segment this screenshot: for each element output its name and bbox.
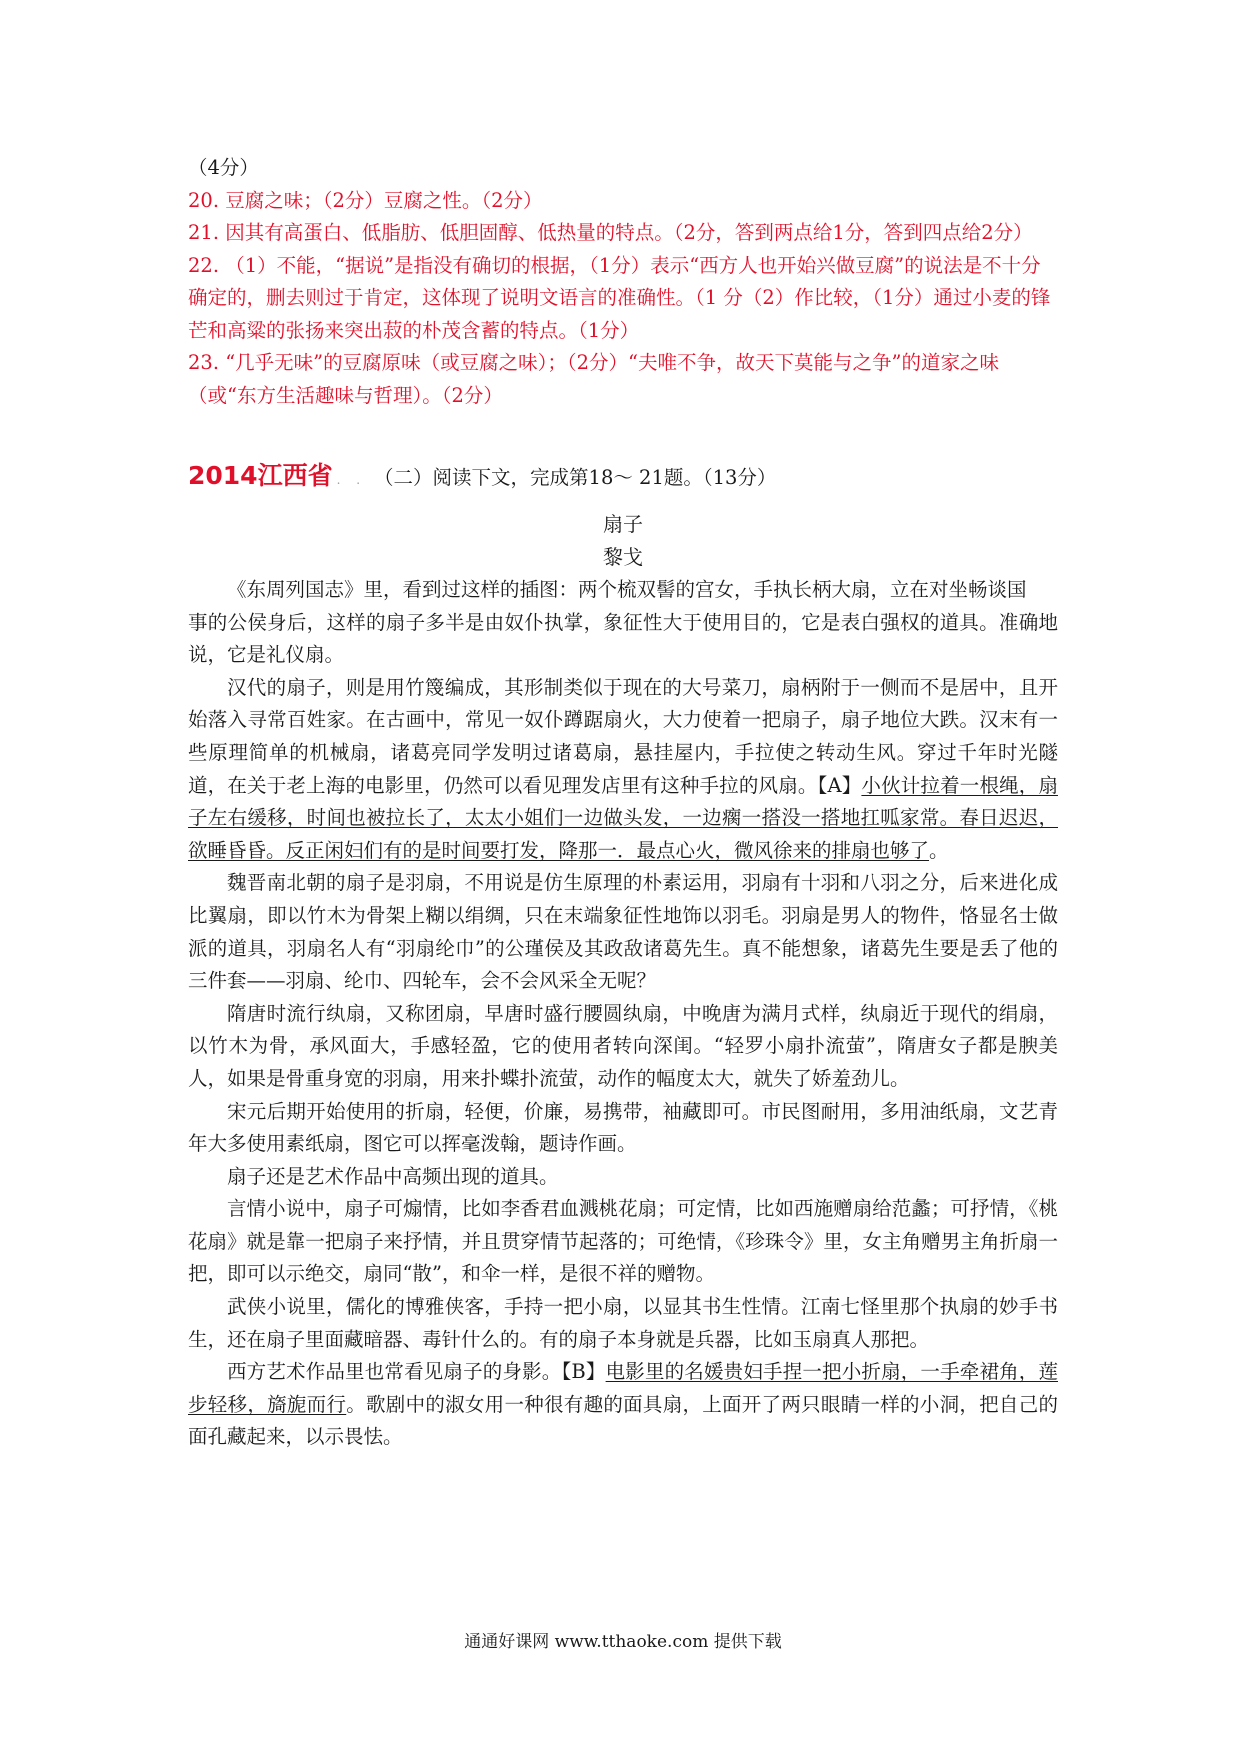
paragraph-3: 魏晋南北朝的扇子是羽扇，不用说是仿生原理的朴素运用，羽扇有十羽和八羽之分，后来进化成比翼扇，即以竹木为骨架上糊以绢绸，只在末端象征性地饰以羽毛。羽扇是男人的物件，恪显名士做派的道具，羽扇名人有“羽扇纶巾”的公瑾侯及其政敌诸葛先生。真不能想象，诸葛先生要是丢了他的三件套——羽扇、纶巾、四轮车，会不会风采全无呢？ [188,871,1058,993]
answer-22: 22. （1）不能，“据说”是指没有确切的根据，（1分）表示“西方人也开始兴做豆腐”的说法是不十分确定的，删去则过于肯定，这体现了说明文语言的准确性。（1 分（2）作比较，（1分）通过小麦的锋芒和高粱的张扬来突出菽的朴茂含蓄的特点。（1分） [188,253,1051,342]
reading-instruction: （二）阅读下文，完成第18～ 21题。（13分） [374,466,777,489]
score-note: （4分） [188,156,259,179]
paragraph-9-text: 西方艺术作品里也常看见扇子的身影。 [227,1360,562,1384]
section-heading [188,458,1058,498]
paragraph-2 [188,672,1058,868]
paragraph-5: 宋元后期开始使用的折扇，轻便，价廉，易携带，袖藏即可。市民图耐用，多用油纸扇，文艺青年大多使用素纸扇，图它可以挥毫泼翰，题诗作画。 [188,1099,1058,1156]
underlined-sentence-a: 小伙计拉着一根绳，扇子左右缓移，时间也被拉长了，太太小姐们一边做头发，一边瘸一搭没一搭地扛呱家常。春日迟迟，欲睡昏昏。反正闲妇们有的是时间要打发，降那一．最点心火，微风徐来的排扇也够了 [188,773,1058,862]
paragraph-2-end: 。 [929,838,949,862]
underlined-sentence-b: 电影里的名媛贵妇手捏一把小折扇，一手牵裙角，莲步轻移，旖旎而行 [188,1360,1058,1416]
paragraph-7: 言情小说中，扇子可煽情，比如李香君血溅桃花扇；可定情，比如西施赠扇给范蠡；可抒情，《桃花扇》就是靠一把扇子来抒情，并且贯穿情节起落的；可绝情，《珍珠令》里，女主角赠男主角折扇一把，即可以示绝交，扇同“散”，和伞一样，是很不祥的赠物。 [188,1197,1058,1286]
answer-23: 23. “几乎无味”的豆腐原味（或豆腐之味）；（2分）“夫唯不争，故天下莫能与之争”的道家之味（或“东方生活趣味与哲理）。（2分） [188,351,999,407]
paragraph-4: 隋唐时流行纨扇，又称团扇，早唐时盛行腰圆纨扇，中晚唐为满月式样，纨扇近于现代的绢扇，以竹木为骨，承风面大，手感轻盈，它的使用者转向深闺。“轻罗小扇扑流萤”，隋唐女子都是腴美人，如果是骨重身宽的羽扇，用来扑蝶扑流萤，动作的幅度太大，就失了娇羞劲儿。 [188,1001,1058,1090]
article-author: 黎戈 [603,545,643,569]
article-title: 扇子 [603,512,643,536]
paragraph-6: 扇子还是艺术作品中高频出现的道具。 [227,1164,559,1188]
paragraph-2-text: 汉代的扇子，则是用竹篾编成，其形制类似于现在的大号菜刀，扇柄附于一侧而不是居中，且开始落入寻常百姓家。在古画中，常见一奴仆蹲踞扇火，大力使着一把扇子，扇子地位大跌。汉末有一些原理简单的机械扇，诸葛亮同学发明过诸葛扇，悬挂屋内，手拉使之转动生风。穿过千年时光隧道，在关于老上海的电影里，仍然可以看见理发店里有这种手拉的风扇。 [188,675,1058,797]
heading-dots: . . [336,473,367,487]
answer-21: 21. 因其有高蛋白、低脂肪、低胆固醇、低热量的特点。（2分，答到两点给1分，答到四点给2分） [188,221,1033,244]
article-header [188,508,1058,574]
province-label: 2014江西省 [188,461,333,490]
page-footer: 通通好课网 www.tthaoke.com 提供下载 [464,1632,782,1652]
paragraph-9 [188,1356,1058,1454]
paragraph-1-line-2: 事的公侯身后，这样的扇子多半是由奴仆执掌，象征性大于使用目的，它是表白强权的道具。准确地说，它是礼仪扇。 [188,610,1058,667]
paragraph-8: 武侠小说里，儒化的博雅侠客，手持一把小扇，以显其书生性情。江南七怪里那个执扇的妙手书生，还在扇子里面藏暗器、毒针什么的。有的扇子本身就是兵器，比如玉扇真人那把。 [188,1295,1058,1351]
marker-a: 【A】 [817,773,862,797]
marker-b: 【B】 [561,1360,606,1384]
answer-20: 20. 豆腐之味；（2分）豆腐之性。（2分） [188,188,543,212]
paragraph-1-line-1: 《东周列国志》里，看到过这样的插图：两个梳双髻的宫女，手执长柄大扇，立在对坐畅谈国 [227,578,1027,601]
article-body [188,574,1058,1454]
paragraph-9-end: 。歌剧中的淑女用一种很有趣的面具扇，上面开了两只眼睛一样的小洞，把自己的面孔藏起来，以示畏怯。 [188,1392,1058,1449]
answer-key [188,152,1058,412]
